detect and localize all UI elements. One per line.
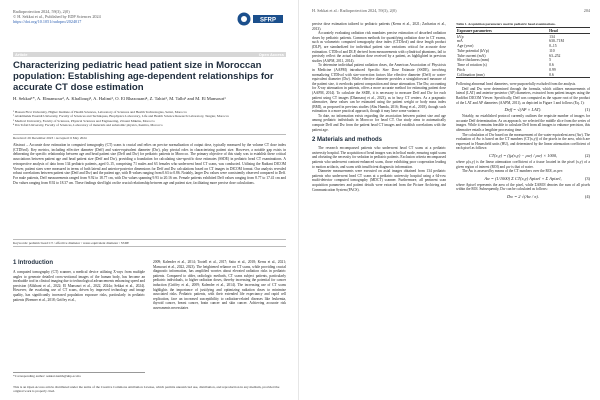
affiliations [13, 110, 286, 128]
table-row [456, 72, 590, 77]
article-banner [13, 52, 286, 57]
paragraph: Accurately evaluating radiation risk mandates precise estimation of absorbed radiation doses by pediatric patients. Common methods for quantifying radiation dose in CT exams, such as volumetric computed tomography dose index (CTDIvol) and dose length product (DLP), are standardized for individual patient size variations critical for accurate dose estimation. CTDIvol and DLP, derived from measurements with cylindrical phantoms, fail to precisely reflect the actual radiation dose received by a patient, as highlighted in previous studies (AAPM, 2011, 2014). [312, 31, 446, 63]
methods-heading: 2 Materials and methods [312, 137, 383, 144]
table-caption: Table 1. Acquisition parameters used in pediatric head examinations. [456, 22, 556, 26]
equation-4-body: Dw = 2 √(Aw / π). [507, 193, 539, 199]
running-head-text: H. Sekkat et al.: Radioprotection 2024, 59(3), 2(0) [312, 8, 397, 13]
left-page [0, 0, 299, 400]
article-banner-label: Article [15, 52, 28, 57]
publisher-logo [236, 10, 286, 28]
table-cell: 0.6 [549, 63, 554, 68]
running-head [312, 8, 590, 13]
paragraph: where μ(x,y) is the linear attenuation coefficient of a tissue located in the pixel (x,y) of a given region of interest (ROI) and μw is that of water. [456, 159, 590, 169]
journal-line-3: https://doi.org/10.1051/radopro/2024017 [13, 19, 82, 25]
table-cell: 63–252 [549, 53, 561, 58]
publisher-logo-icon [236, 10, 286, 28]
table-cell: Tube potential (kVp) [457, 48, 489, 53]
intro-column-2: 2009; Kalender et al., 2014; Tootell et al., 2017; Saito et al., 2018; Kerns et al., 2021; Mansouri et al., 2022, 2023). The heightened reliance on CT scans, while providing crucial diagnostic information, has amplified worries about elevated radiation risks in pediatric patients. Compared to older, radiologic methods, CT scans subject patients, particularly pediatric individuals, to higher radiation doses, thereby increasing the potential for cancer induction (Griffey et al., 2009; Kalender et al., 2014). The increasing use of CT scans highlights the importance of justifying and optimizing radiation doses to minimize associated risks. Pediatric patients, with their extended life expectancy and rapid cell replication, face an increased susceptibility to radiation-related diseases like leukemia, thyroid cancer, breast cancer, brain cancer and skin cancer. Achieving accurate risk assessments necessitates [153, 260, 286, 310]
paragraph: The Aw is assessed by means of the CT numbers over the ROI, as per: [462, 169, 563, 174]
equation-4 [456, 194, 590, 199]
paragraph: The research encompassed patients who underwent head CT scans at a pediatric university hospital. The acquisition of head images was in helical mode, ensuring rapid scans and obviating the necessity for sedation in pediatric patients. Exclusion criteria encompassed patients who underwent contrast-enhanced scans, those exhibiting poor cooperation leading to motion artifacts, and scans with insufficient diagnostic information. [312, 146, 446, 169]
paragraph: The calculation of Dw based on the measurement of the water-equivalent area (Aw). The evaluation of Aw is based on the CT numbers (CT(x,y)) of the pixels in the area, which are expressed in Hounsfield units (HU), and determined by the linear attenuation coefficient of each pixel as follows: [456, 132, 590, 151]
paragraph: precise dose estimation tailored to pediatric patients (Kerns et al., 2021; Zacharias et al., 2013). [312, 22, 446, 31]
table-cell: mA [457, 39, 463, 44]
equation-4-number: (4) [584, 193, 590, 199]
equation-2-body: CT(x,y) = ((μ(x,y) − μw) / μw) × 1000, [488, 152, 558, 158]
table-cell: kVp [457, 34, 464, 39]
table-cell: 0.6 [548, 72, 590, 77]
acquisition-parameters-table [456, 27, 590, 78]
paragraph: Following abnormal head diameters, were purposefully excluded from the analysis. [456, 82, 577, 87]
equation-1-number: (1) [584, 107, 590, 113]
table-cell: Collimation (mm) [456, 72, 548, 77]
table-header: Head [548, 28, 590, 34]
affiliation: ³ Medical University, Faculty of Sciences, Physical Sciences and Engineering, Zitouni Mikèns, Morocco [13, 118, 155, 123]
table-cell: Tube current (mA) [457, 53, 486, 58]
right-page [302, 0, 600, 400]
paper-title: Characterizing pediatric head patient size in Moroccan population: Establishing age-dependent relationships for accurate CT dose estimation [13, 60, 274, 93]
paragraph: To date, no information exists regarding the association between patient size and age among pediatric individuals in Morocco for head CT. Our study aims to automatically compute Deff and Dw from the patient head CT images and establish correlations with the patient age. [312, 113, 446, 132]
abstract: Abstract – Accurate dose estimation in computed tomography (CT) scans is crucial and relies on precise normalization of output dose, typically measured by the volume CT dose index (CTDIvol). Key metrics, including effective diameter (Deff) and water-equivalent diameter (Dw), play pivotal roles in characterizing patient size. However, a notable gap exists in delineating the specific relationship between age and head patient size (Deff and Dw) for pediatric patients in Morocco. The primary objective of this study was to establish these critical associations between patient age and head patient size (Deff and Dw), providing a foundation for calculating size-specific dose estimates (SSDE) in pediatric head CT examinations. A retrospective analysis of data from 134 pediatric patients, aged 0–15, comprising 71 males and 63 females who underwent head CT scans, was conducted. Utilizing the Radiant DICOM Viewer, patient sizes were measured in terms of both lateral and anterior-posterior dimensions for Deff and Dw calculations based on CT images in DICOM format. Our analysis revealed robust correlations between patient size (Deff and Dw) and the patient age, with R-values ranging from 0.63 to 0.86. Notably, larger Dw values were consistently observed compared to Deff. For male patients, Deff measurements ranged from 9.92 to 18.77 cm, with Dw values spanning 9.93 to 20.16 cm. Female patients exhibited Deff values ranging from 8.77 to 17.41 cm and Dw values ranging from 8.92 to 18.37 cm. These findings shed light on the crucial relationship between age and patient size, facilitating more precise dose calculations. [13, 143, 286, 185]
svg-text:SFRP: SFRP [259, 17, 277, 24]
table-cell: 110 [549, 48, 555, 53]
table-header: Exposure parameters [456, 28, 548, 34]
paragraph: Diameter measurements were executed on axial images obtained from 134 pediatric patients who underwent head CT scans at a pediatric university hospital using a 64-row multi-detector computed tomography (MDCT) scanner. Furthermore, all pertinent scan acquisition parameters and patient details were extracted from the Picture Archiving and Communication System (PACS). [312, 169, 446, 192]
right-column-2 [456, 22, 590, 201]
table-cell: 0.99 [549, 68, 556, 73]
affiliation: ¹ Hassan First University, Higher Institute of Health Sciences, Laboratory of Sciences and Health Technologies, Settat, Morocco [13, 110, 187, 114]
right-column-1 [312, 22, 446, 192]
table-cell: Slice thickness (mm) [457, 58, 490, 63]
journal-info [13, 9, 163, 25]
table-cell: 134 [549, 34, 555, 39]
table-cell: Time of rotation (s) [457, 63, 487, 68]
table-cell: Age (year) [457, 44, 474, 49]
equation-3-body: Aw = (1/1000) Σ CT(x,y) Apixel + Σ Apixel, [484, 175, 562, 181]
license-note: This is an Open Access article distributed under the terms of the Creative Commons Attribution License, which permits unrestricted use, distribution, and reproduction in any medium, provided the original work is properly cited. [13, 385, 280, 394]
corresponding-author-footnote: *Corresponding author: sekkat.issmh@uhp.ac.ma [13, 372, 145, 378]
journal-line-1: Radioprotection 2024, 59(3), 2(0) [13, 9, 70, 14]
table-cell: Pitch [457, 68, 465, 73]
paragraph: Deff and Dw were determined through the formula, which utilizes measurements of lateral (LAT) and anterior-posterior (AP) diameters, extracted from patient images using the RadiAnt DICOM Viewer. Specifically, Deff was computed as the square root of the product of the LAT and AP diameters (AAPM, 2011), as depicted in Figure 1 and follows (Eq. 1): [456, 86, 590, 105]
journal-line-2: © H. Sekkat et al., Published by EDP Sciences 2024 [13, 14, 101, 20]
equation-1-body: Deff = √(AP × LAT). [504, 107, 542, 113]
page-number: 204 [583, 8, 590, 13]
table-cell: 5 [549, 58, 551, 63]
paragraph: where Apixel represents the area of the pixel, while ΣAROI denotes the sum of all pixels within the ROI. Subsequently, Dw can be calculated as follows: [456, 182, 590, 192]
table-cell: 0–15 [549, 44, 557, 49]
equation-3 [456, 176, 590, 181]
equation-3-number: (3) [584, 175, 590, 181]
equation-2 [456, 153, 590, 158]
paragraph: Notably, no established protocol currently outlines the requisite number of images for accurate Deff determination. As an approach, we selected the middle slice from the series of images. While it remains feasible to calculate Deff from all images to enhance precision, this alternative entails a lengthier processing time. [456, 114, 590, 132]
keywords: Keywords: pediatric head CT / effective diameter / water-equivalent diameter / SSDE [13, 239, 286, 247]
received-dates: Received: 26 December 2023 / Accepted: 6 May 2024 [13, 134, 286, 140]
affiliation: ⁴ Ibn Tofail University, Faculty of Sciences, Laboratory of materials and subatomic physics, Kenitra, Morocco [13, 123, 163, 128]
table-cell: 630–71M [549, 39, 564, 44]
paragraph: To determine individual patient radiation doses, the American Association of Physicists in Medicine (AAPM) introduced Specific Size Dose Estimate (SSDE), involving normalizing CTDIvol with size-correction factors like effective diameter (Deff) or water-equivalent diameter (Dw). While effective diameter provides a straightforward measure of the patient size, it overlooks patient composition and tissue attenuation. The Dw, accounting for X-ray attenuation in patients, offers a more accurate method for estimating patient dose (AAPM, 2014). To calculate the SSDE, it is necessary to measure Deff and Dw for each patient using CT images (Dhansaraj et al., 2023), as in busy CT centers. As a pragmatic alternative, these values can be estimated using the patient weight or body mass index (BMI), as proposed in previous studies (Abu Hamda, 2016; Hong et al., 2018), though such estimation is a more practical approach, though it may have some variance. [312, 63, 446, 114]
intro-column-1: A computed tomography (CT) scanner, a medical device utilizing X-rays from multiple angles to generate detailed cross-sectional images of the human body, has become an invaluable tool in clinical imaging due to technological advancements enhancing speed and precision (Alikhani et al., 2022; El Mansouri et al., 2022, 2024a; Sekkat et al., 2024). However, the escalating use of CT scans, driven by improved technology and image quality, has significantly increased population exposure risks, particularly in pediatric patients (Brenner et al., 2018; Griffey et al., [13, 270, 145, 302]
intro-heading: 1 Introduction [13, 260, 53, 266]
open-access-banner-label: Open Access [258, 52, 284, 57]
affiliation: ² Abdelmalek Essaâdi University, Faculty of Sciences and Techniques, Biophysics Laboratory, Life and Health Science Research Laboratory, Tangier, Morocco [13, 114, 230, 119]
author-list: H. Sekkat¹*, A. Elmansour², A. Khallouqi³, A. Halimi³, O. El Rhazouani⁴, Z. Tahiri³, M. Talbi¹ and M. El Mansouri¹ [13, 96, 226, 101]
equation-2-number: (2) [584, 152, 590, 158]
equation-1 [456, 107, 590, 112]
